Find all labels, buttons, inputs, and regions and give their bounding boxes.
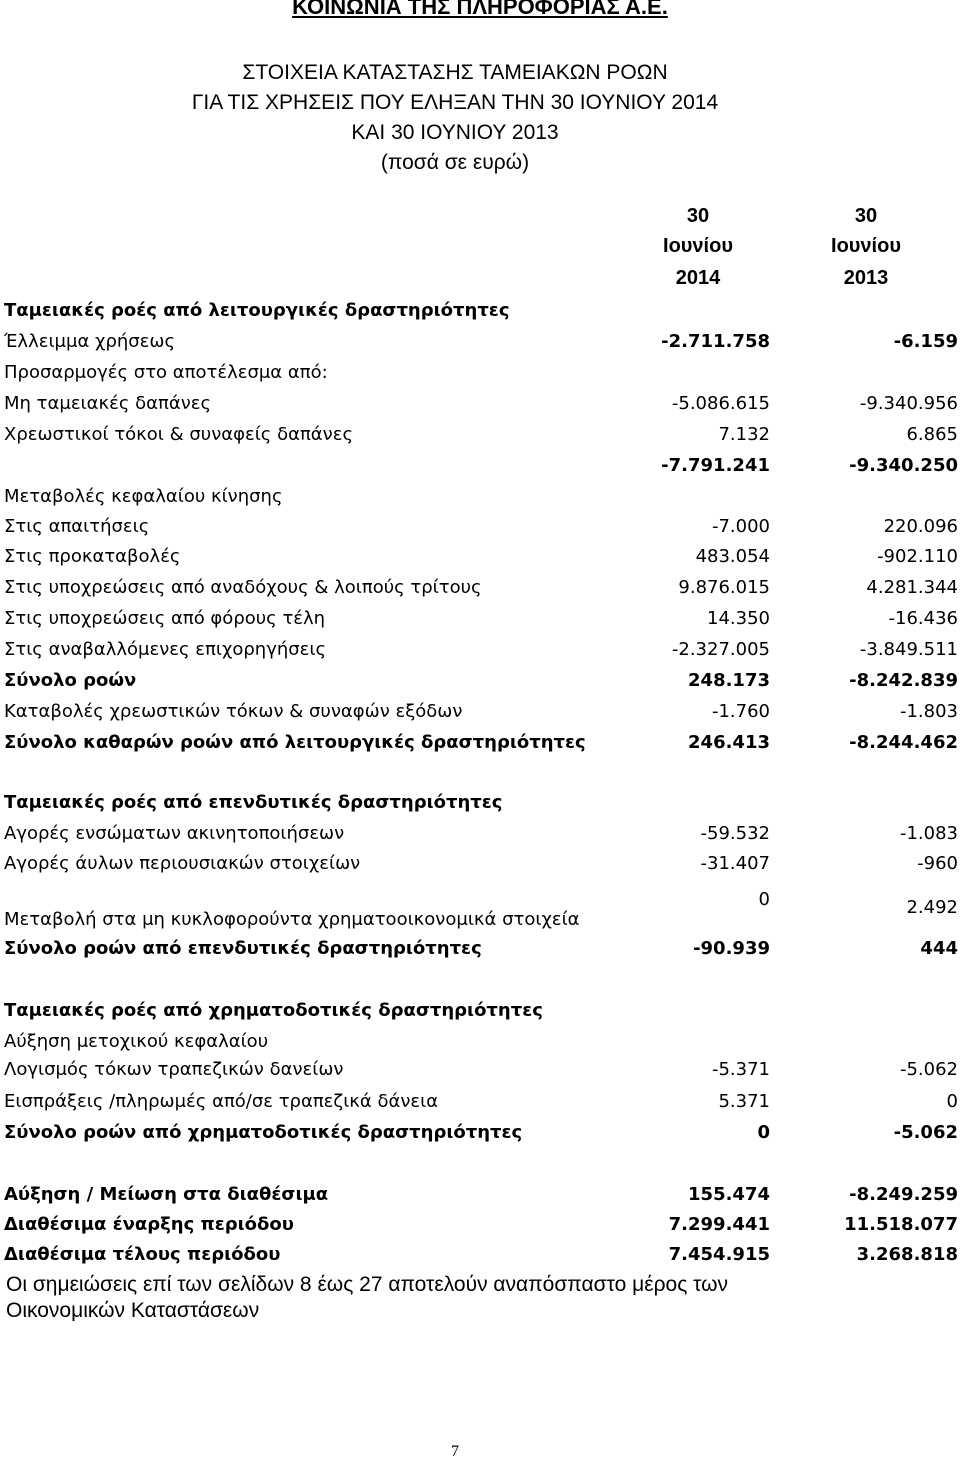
value-2013: -5.062 [899,1059,958,1080]
value-2013: 4.281.344 [866,577,958,598]
value-2013: 2.492 [906,897,958,918]
value-2013: 3.268.818 [856,1244,958,1265]
table-row [0,392,960,416]
value-2013: -8.249.259 [849,1184,958,1205]
value-2013: 11.518.077 [844,1214,958,1235]
footnote-line-1: Οι σημειώσεις επί των σελίδων 8 έως 27 αποτελούν αναπόσπαστο μέρος των [6,1273,729,1296]
column-month: Ιουνίου [663,235,733,257]
table-row [0,361,960,385]
value-2014: -1.760 [711,701,770,722]
row-label: Έλλειμμα χρήσεως [4,331,176,352]
value-2014: -7.791.241 [661,455,770,476]
value-2013: -5.062 [893,1122,958,1143]
table-row [0,485,960,509]
row-label: Μεταβολές κεφαλαίου κίνησης [4,486,283,507]
value-2014: -2.327.005 [671,639,770,660]
row-label: Στις απαιτήσεις [4,516,150,537]
table-row [0,1121,960,1145]
value-2014: -5.371 [711,1059,770,1080]
table-row [0,1183,960,1207]
value-2013: -8.242.839 [849,670,958,691]
value-2014: 7.454.915 [668,1244,770,1265]
row-label: Ταμειακές ροές από επενδυτικές δραστηριότητες [4,792,503,813]
value-2013: -960 [917,853,958,874]
table-row [0,423,960,447]
row-label: Καταβολές χρεωστικών τόκων & συναφών εξόδων [4,701,463,722]
row-label: Στις υποχρεώσεις από φόρους τέλη [4,608,326,629]
table-row [0,607,960,631]
row-label: Μεταβολή στα μη κυκλοφορούντα χρηματοοικονομικά στοιχεία [4,909,580,930]
column-day: 30 [686,205,710,227]
column-month: Ιουνίου [831,235,901,257]
value-2013: -16.436 [888,608,958,629]
table-row [0,330,960,354]
table-row [0,700,960,724]
value-2014: 7.132 [718,424,770,445]
value-2013: 220.096 [883,516,958,537]
table-row [0,1090,960,1114]
table-row [0,454,960,478]
value-2013: 0 [946,1091,958,1112]
table-row [0,1030,960,1054]
title-line-3: ΚΑΙ 30 ΙΟΥΝΙΟΥ 2013 [351,121,559,144]
page-number: 7 [451,1443,459,1460]
value-2014: -5.086.615 [671,393,770,414]
table-row [0,937,960,961]
row-label: Στις αναβαλλόμενες επιχορηγήσεις [4,639,327,660]
table-row [0,669,960,693]
table-row [0,1058,960,1082]
row-label: Μη ταμειακές δαπάνες [4,393,212,414]
value-2014: -2.711.758 [661,331,770,352]
value-2014: 248.173 [688,670,770,691]
table-row [0,515,960,539]
value-2013: -6.159 [893,331,958,352]
table-row [0,638,960,662]
row-label: Αύξηση / Μείωση στα διαθέσιμα [4,1184,329,1205]
row-label: Αγορές άυλων περιουσιακών στοιχείων [4,853,361,874]
title-line-4: (ποσά σε ευρώ) [380,151,530,174]
row-label: Σύνολο ροών από χρηματοδοτικές δραστηριότητες [4,1122,523,1143]
table-row [0,822,960,846]
title-line-1: ΣΤΟΙΧΕΙΑ ΚΑΤΑΣΤΑΣΗΣ ΤΑΜΕΙΑΚΩΝ ΡΟΩΝ [242,61,668,84]
column-day: 30 [854,205,878,227]
row-label: Λογισμός τόκων τραπεζικών δανείων [4,1059,344,1080]
row-label: Εισπράξεις /πληρωμές από/σε τραπεζικά δάνεια [4,1091,439,1112]
table-row [0,889,960,932]
table-row [0,852,960,876]
table-row [0,731,960,755]
row-label: Αγορές ενσώματων ακινητοποιήσεων [4,823,345,844]
table-row [0,1243,960,1267]
table-row [0,576,960,600]
row-label: Σύνολο καθαρών ροών από λειτουργικές δραστηριότητες [4,732,586,753]
table-row [0,299,960,323]
row-label: Αύξηση μετοχικού κεφαλαίου [4,1031,269,1052]
value-2014: 0 [757,1122,770,1143]
value-2014: 7.299.441 [668,1214,770,1235]
value-2014: 155.474 [688,1184,770,1205]
table-row [0,545,960,569]
value-2013: 444 [920,938,958,959]
value-2013: -8.244.462 [849,732,958,753]
value-2013: -3.849.511 [859,639,958,660]
value-2013: 6.865 [906,424,958,445]
value-2013: -9.340.956 [859,393,958,414]
value-2014: 246.413 [688,732,770,753]
value-2014: 5.371 [718,1091,770,1112]
row-label: Χρεωστικοί τόκοι & συναφείς δαπάνες [4,424,354,445]
row-label: Διαθέσιμα τέλους περιόδου [4,1244,281,1265]
value-2014: -7.000 [711,516,770,537]
value-2014: -31.407 [700,853,770,874]
row-label: Προσαρμογές στο αποτέλεσμα από: [4,362,328,383]
row-label: Σύνολο ροών από επενδυτικές δραστηριότητες [4,938,482,959]
value-2014: 0 [758,889,770,910]
value-2014: 483.054 [695,546,770,567]
company-name: ΚΟΙΝΩΝΙΑ ΤΗΣ ΠΛΗΡΟΦΟΡΙΑΣ Α.Ε. [292,0,668,19]
value-2013: -1.083 [899,823,958,844]
row-label: Διαθέσιμα έναρξης περιόδου [4,1214,294,1235]
row-label: Σύνολο ροών [4,670,137,691]
row-label: Ταμειακές ροές από λειτουργικές δραστηριότητες [4,300,510,321]
value-2013: -902.110 [877,546,958,567]
value-2014: 9.876.015 [678,577,770,598]
table-row [0,791,960,815]
title-line-2: ΓΙΑ ΤΙΣ ΧΡΗΣΕΙΣ ΠΟΥ ΕΛΗΞΑΝ ΤΗΝ 30 ΙΟΥΝΙΟΥ 2014 [191,91,719,114]
table-row [0,999,960,1023]
value-2014: 14.350 [707,608,770,629]
value-2013: -1.803 [899,701,958,722]
row-label: Ταμειακές ροές από χρηματοδοτικές δραστηριότητες [4,1000,543,1021]
column-year: 2014 [675,267,721,289]
value-2013: -9.340.250 [849,455,958,476]
value-2014: -90.939 [693,938,770,959]
value-2014: -59.532 [700,823,770,844]
table-row [0,1213,960,1237]
column-year: 2013 [843,267,889,289]
footnote-line-2: Οικονομικών Καταστάσεων [6,1299,260,1322]
row-label: Στις προκαταβολές [4,546,181,567]
row-label: Στις υποχρεώσεις από αναδόχους & λοιπούς τρίτους [4,577,482,598]
